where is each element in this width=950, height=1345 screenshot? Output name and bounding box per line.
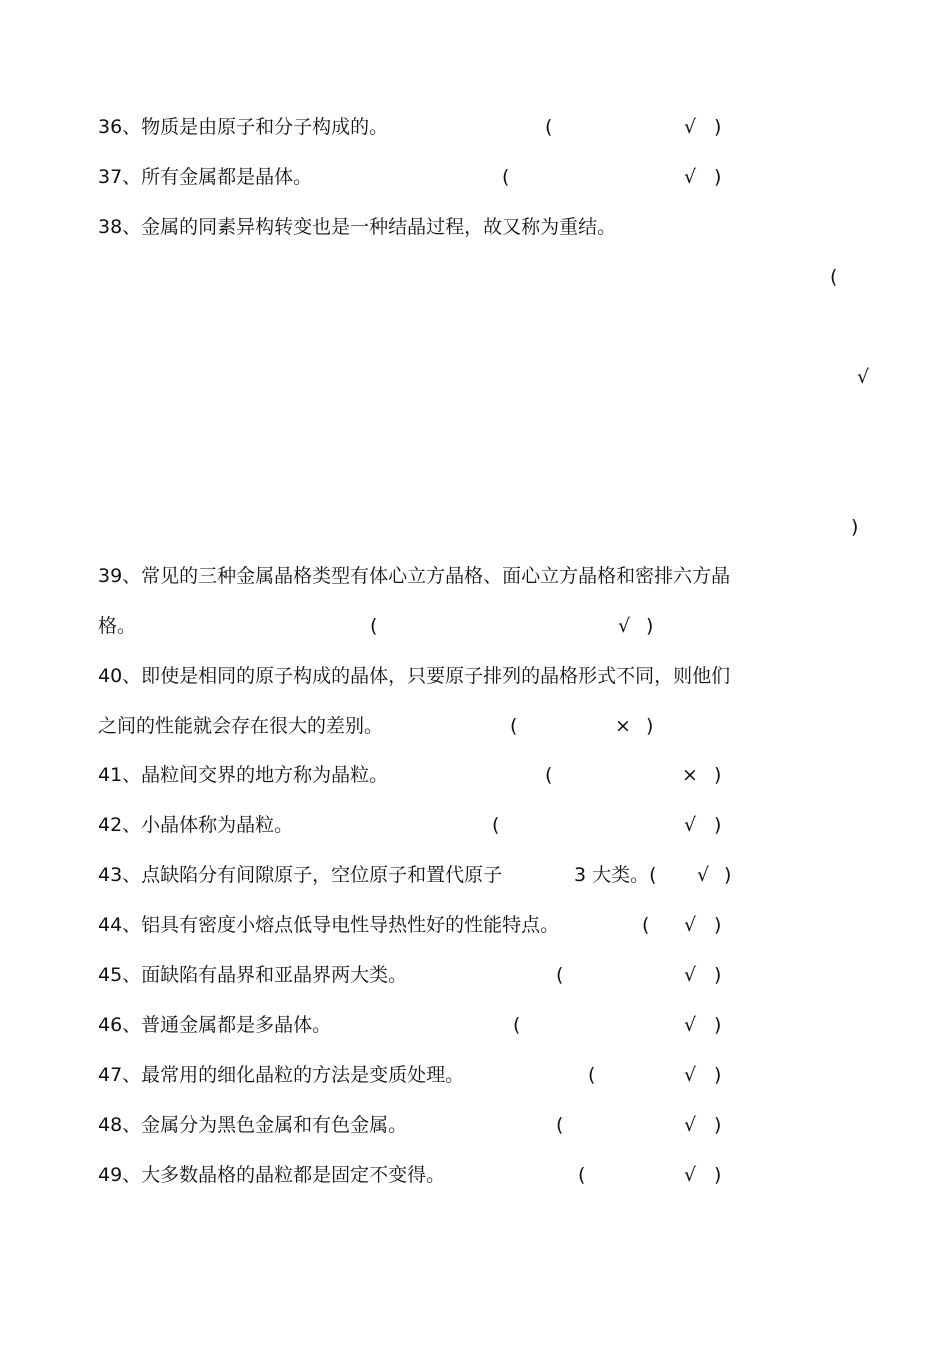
question-45-close-paren: ) <box>714 964 722 986</box>
question-40-text-continued: 之间的性能就会存在很大的差别。 <box>98 715 384 737</box>
question-45-open-paren: ( <box>556 964 564 986</box>
question-41-open-paren: ( <box>545 764 553 786</box>
question-46-answer-mark: √ <box>684 1014 697 1036</box>
question-40-text: 40、即使是相同的原子构成的晶体，只要原子排列的晶格形式不同，则他们 <box>98 665 731 687</box>
question-47-open-paren: ( <box>588 1064 596 1086</box>
question-40-open-paren: ( <box>510 715 518 737</box>
question-45-text: 45、面缺陷有晶界和亚晶界两大类。 <box>98 964 408 986</box>
question-37-open-paren: ( <box>502 166 510 188</box>
question-44-close-paren: ) <box>714 914 722 936</box>
question-43-answer-mark: √ <box>697 864 710 886</box>
question-41-text: 41、晶粒间交界的地方称为晶粒。 <box>98 764 389 786</box>
question-46-open-paren: ( <box>513 1014 521 1036</box>
question-43-text: 43、点缺陷分有间隙原子，空位原子和置代原子 <box>98 864 503 886</box>
question-43-category-count: 3 大类。( <box>574 864 657 886</box>
question-36-text: 36、物质是由原子和分子构成的。 <box>98 116 389 138</box>
question-39-text-continued: 格。 <box>98 615 137 637</box>
question-42-open-paren: ( <box>492 814 500 836</box>
question-48-open-paren: ( <box>556 1114 564 1136</box>
question-49-answer-mark: √ <box>684 1164 697 1186</box>
question-44-open-paren: ( <box>642 914 650 936</box>
question-42-close-paren: ) <box>714 814 722 836</box>
question-48-close-paren: ) <box>714 1114 722 1136</box>
question-38-close-paren: ) <box>851 516 859 538</box>
question-38-open-paren: ( <box>830 266 838 288</box>
question-41-answer-mark: × <box>682 764 698 786</box>
question-47-close-paren: ) <box>714 1064 722 1086</box>
question-39-text: 39、常见的三种金属晶格类型有体心立方晶格、面心立方晶格和密排六方晶 <box>98 565 731 587</box>
question-42-answer-mark: √ <box>684 814 697 836</box>
question-49-text: 49、大多数晶格的晶粒都是固定不变得。 <box>98 1164 446 1186</box>
question-39-close-paren: ) <box>646 615 654 637</box>
question-47-answer-mark: √ <box>684 1064 697 1086</box>
question-42-text: 42、小晶体称为晶粒。 <box>98 814 294 836</box>
question-37-close-paren: ) <box>714 166 722 188</box>
question-41-close-paren: ) <box>714 764 722 786</box>
question-46-close-paren: ) <box>714 1014 722 1036</box>
question-36-open-paren: ( <box>545 116 553 138</box>
question-38-answer-mark: √ <box>857 366 870 388</box>
question-36-answer-mark: √ <box>684 116 697 138</box>
question-48-answer-mark: √ <box>684 1114 697 1136</box>
question-39-answer-mark: √ <box>618 615 631 637</box>
question-49-close-paren: ) <box>714 1164 722 1186</box>
question-46-text: 46、普通金属都是多晶体。 <box>98 1014 332 1036</box>
question-44-text: 44、铝具有密度小熔点低导电性导热性好的性能特点。 <box>98 914 560 936</box>
question-39-open-paren: ( <box>370 615 378 637</box>
question-38-text: 38、金属的同素异构转变也是一种结晶过程，故又称为重结。 <box>98 216 617 238</box>
question-36-close-paren: ) <box>714 116 722 138</box>
question-37-answer-mark: √ <box>684 166 697 188</box>
question-40-close-paren: ) <box>646 715 654 737</box>
question-40-answer-mark: × <box>615 715 631 737</box>
question-44-answer-mark: √ <box>684 914 697 936</box>
question-48-text: 48、金属分为黑色金属和有色金属。 <box>98 1114 408 1136</box>
question-45-answer-mark: √ <box>684 964 697 986</box>
question-49-open-paren: ( <box>578 1164 586 1186</box>
question-37-text: 37、所有金属都是晶体。 <box>98 166 313 188</box>
question-47-text: 47、最常用的细化晶粒的方法是变质处理。 <box>98 1064 465 1086</box>
question-43-close-paren: ) <box>724 864 732 886</box>
